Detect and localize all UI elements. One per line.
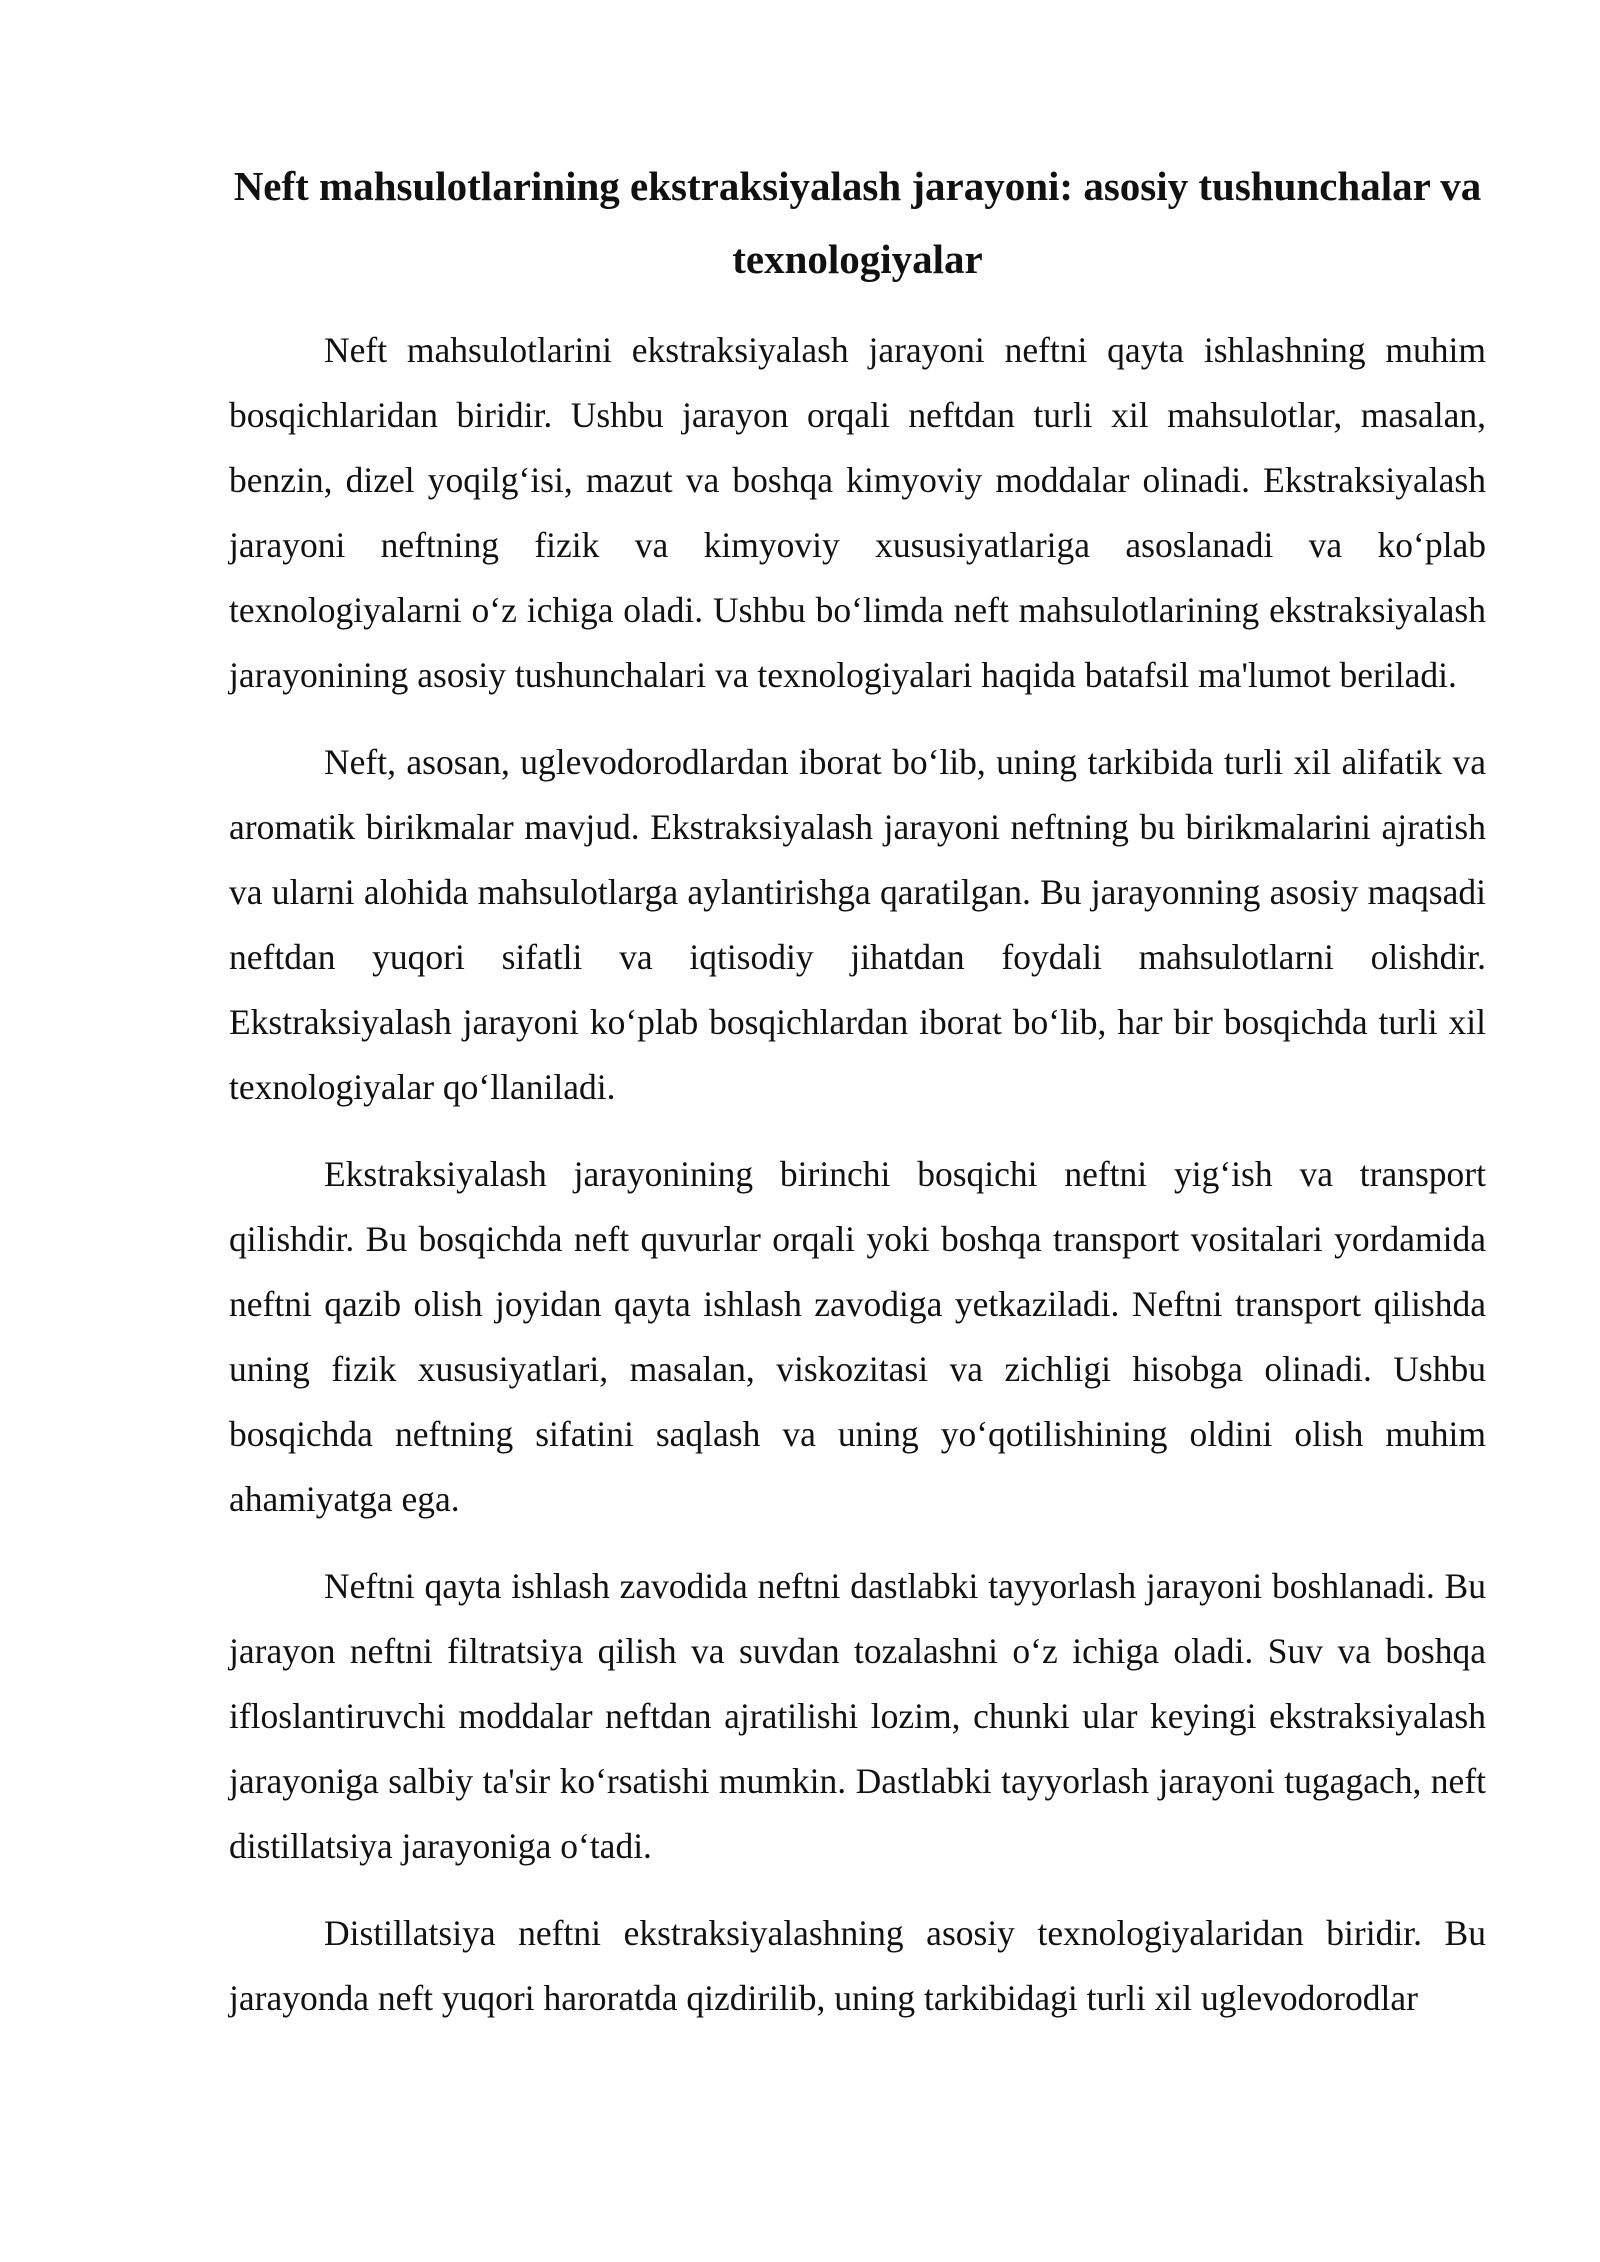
paragraph-1: Neft mahsulotlarini ekstraksiyalash jarayoni neftni qayta ishlashning muhim bosqichlaridan biridir. Ushbu jarayon orqali neftdan turli xil mahsulotlar, masalan, benzin, dizel yoqilg‘isi, mazut va boshqa kimyoviy moddalar olinadi. Ekstraksiyalash jarayoni neftning fizik va kimyoviy xususiyatlariga asoslanadi va ko‘plab texnologiyalarni o‘z ichiga oladi. Ushbu bo‘limda neft mahsulotlarining ekstraksiyalash jarayonining asosiy tushunchalari va texnologiyalari haqida batafsil ma'lumot beriladi. bbox=[229, 330, 1486, 695]
document-body bbox=[229, 150, 1486, 2053]
paragraph-2: Neft, asosan, uglevodorodlardan iborat bo‘lib, uning tarkibida turli xil alifatik va aromatik birikmalar mavjud. Ekstraksiyalash jarayoni neftning bu birikmalarini ajratish va ularni alohida mahsulotlarga aylantirishga qaratilgan. Bu jarayonning asosiy maqsadi neftdan yuqori sifatli va iqtisodiy jihatdan foydali mahsulotlarni olishdir. Ekstraksiyalash jarayoni ko‘plab bosqichlardan iborat bo‘lib, har bir bosqichda turli xil texnologiyalar qo‘llaniladi. bbox=[229, 742, 1486, 1107]
paragraph-3: Ekstraksiyalash jarayonining birinchi bosqichi neftni yig‘ish va transport qilishdir. Bu bosqichda neft quvurlar orqali yoki boshqa transport vositalari yordamida neftni qazib olish joyidan qayta ishlash zavodiga yetkaziladi. Neftni transport qilishda uning fizik xususiyatlari, masalan, viskozitasi va zichligi hisobga olinadi. Ushbu bosqichda neftning sifatini saqlash va uning yo‘qotilishining oldini olish muhim ahamiyatga ega. bbox=[229, 1154, 1486, 1519]
document-title: Neft mahsulotlarining ekstraksiyalash jarayoni: asosiy tushunchalar va texnologiyalar bbox=[233, 163, 1482, 282]
paragraph-4: Neftni qayta ishlash zavodida neftni dastlabki tayyorlash jarayoni boshlanadi. Bu jarayon neftni filtratsiya qilish va suvdan tozalashni o‘z ichiga oladi. Suv va boshqa ifloslantiruvchi moddalar neftdan ajratilishi lozim, chunki ular keyingi ekstraksiyalash jarayoniga salbiy ta'sir ko‘rsatishi mumkin. Dastlabki tayyorlash jarayoni tugagach, neft distillatsiya jarayoniga o‘tadi. bbox=[229, 1566, 1486, 1866]
paragraph-5: Distillatsiya neftni ekstraksiyalashning asosiy texnologiyalaridan biridir. Bu jarayonda neft yuqori haroratda qizdirilib, uning tarkibidagi turli xil uglevodorodlar bbox=[229, 1913, 1486, 2018]
